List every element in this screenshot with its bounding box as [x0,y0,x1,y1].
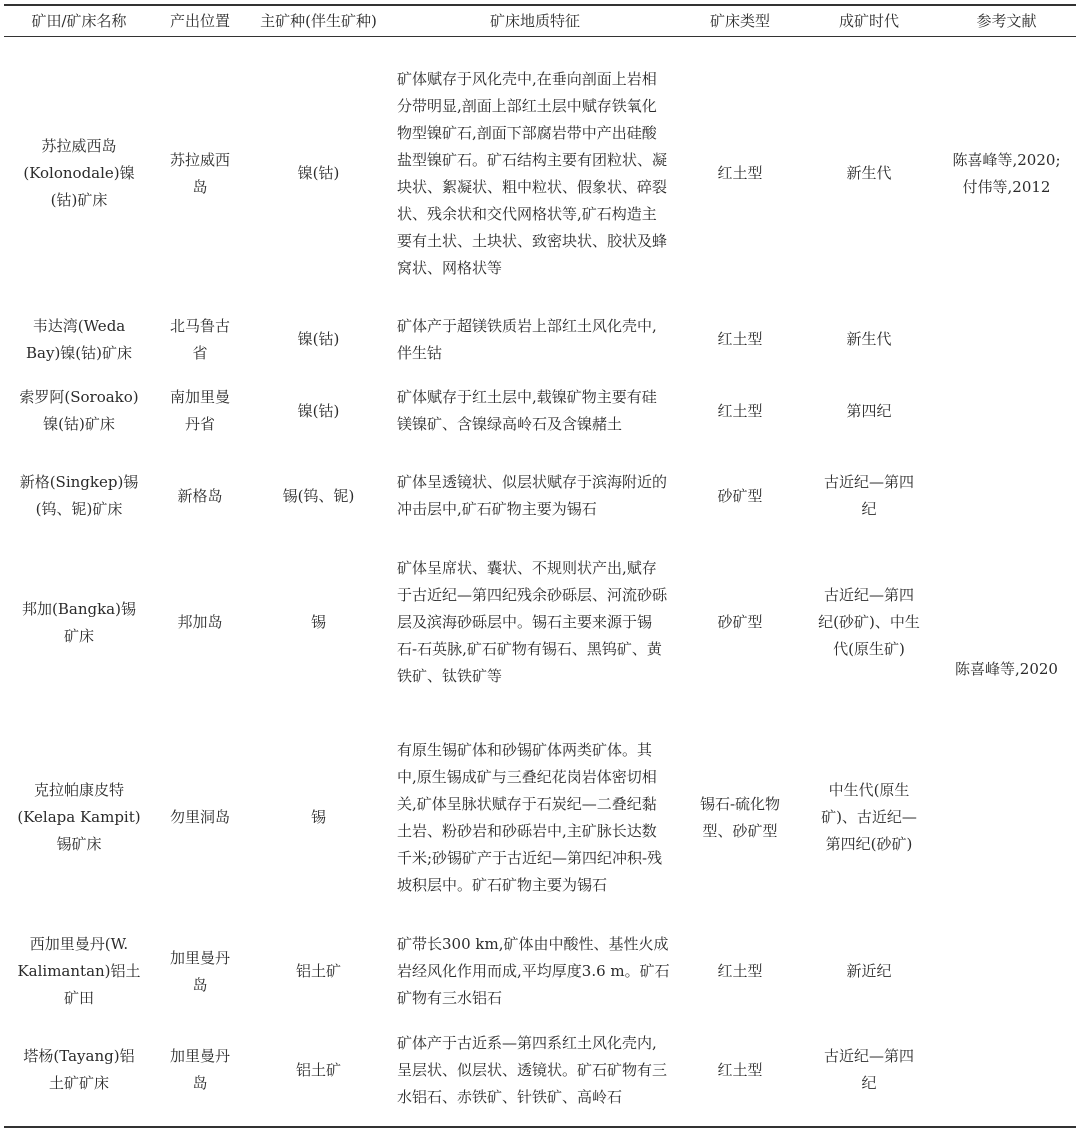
cell-feature: 矿带长300 km,矿体由中酸性、基性火成岩经风化作用而成,平均厚度3.6 m。矿石矿物有三水铝石 [397,935,670,1007]
cell-name: 韦达湾(Weda Bay)镍(钴)矿床 [26,316,132,362]
cell-era: 新生代 [846,330,892,348]
cell-location: 新格岛 [177,486,223,505]
cell-era: 新近纪 [846,962,892,980]
cell-feature: 矿体赋存于风化壳中,在垂向剖面上岩相分带明显,剖面上部红土层中赋存铁氧化物型镍矿石,剖面下部腐岩带中产出硅酸盐型镍矿石。矿石结构主要有团粒状、凝块状、絮凝状、粗中粒状、假象状、碎裂状、残余状和交代网格状等,矿石构造主要有土状、土块状、致密块状、胶状及蜂窝状、网格状等 [397,69,668,277]
cell-type: 红土型 [679,1015,801,1127]
cell-feature: 矿体呈透镜状、似层状赋存于滨海附近的冲击层中,矿石矿物主要为锡石 [397,473,668,518]
table-row [4,539,1076,707]
cell-name: 索罗阿(Soroako) 镍(钴)矿床 [19,388,139,433]
cell-reference [937,1015,1076,1127]
cell-name: 塔杨(Tayang)铝 土矿矿床 [4,1015,154,1127]
cell-type: 红土型 [717,330,763,348]
header-feature: 矿床地质特征 [391,5,679,37]
cell-name: 邦加(Bangka)锡 矿床 [22,599,136,645]
cell-reference: 陈喜峰等,2020 [955,660,1058,678]
cell-location: 加里曼丹 岛 [169,948,230,994]
cell-feature: 矿体产于古近系—第四系红土风化壳内,呈层状、似层状、透镜状。矿石矿物有三水铝石、赤铁矿、针铁矿、高岭石 [391,1015,679,1127]
cell-type: 砂矿型 [717,613,763,631]
ore-deposit-table [4,4,1076,1128]
cell-mineral: 锡(钨、铌) [282,486,355,505]
cell-reference [937,454,1076,539]
header-row [4,5,1076,37]
table-row [4,369,1076,454]
cell-feature: 矿体产于超镁铁质岩上部红土风化壳中,伴生钴 [397,316,657,362]
cell-era: 新生代 [846,164,892,183]
cell-location: 勿里洞岛 [169,808,230,826]
cell-mineral: 锡 [310,613,326,631]
cell-location: 苏拉威西 岛 [169,150,230,196]
cell-type: 红土型 [717,401,763,420]
cell-mineral: 锡 [310,808,326,826]
header-type: 矿床类型 [679,5,801,37]
header-era: 成矿时代 [801,5,937,37]
cell-type: 红土型 [717,962,763,980]
cell-name: 苏拉威西岛 (Kolonodale)镍 (钴)矿床 [23,137,135,210]
cell-era: 古近纪—第四 纪(砂矿)、中生 代(原生矿) [818,586,920,658]
cell-reference [937,311,1076,369]
cell-type: 红土型 [717,164,763,183]
cell-type: 锡石-硫化物 型、砂矿型 [699,794,781,840]
cell-mineral: 铝土矿 [295,962,341,980]
table-row [4,454,1076,539]
cell-feature: 矿体赋存于红土层中,载镍矿物主要有硅镁镍矿、含镍绿高岭石及含镍赭土 [397,388,657,433]
cell-location: 北马鲁古 省 [169,316,230,362]
cell-feature: 有原生锡矿体和砂锡矿体两类矿体。其中,原生锡成矿与三叠纪花岗岩体密切相关,矿体呈脉状赋存于石炭纪—二叠纪黏土岩、粉砂岩和砂砾岩中,主矿脉长达数千米;砂锡矿产于古近纪—第四纪冲积-残坡积层中。矿石矿物主要为锡石 [397,740,663,894]
table-row [4,311,1076,369]
cell-reference [937,369,1076,454]
cell-location: 加里曼丹 岛 [154,1015,246,1127]
cell-reference: 陈喜峰等,2020; 付伟等,2012 [952,150,1061,196]
cell-era: 古近纪—第四 纪 [823,473,914,518]
cell-name: 新格(Singkep)锡 (钨、铌)矿床 [19,473,139,518]
cell-mineral: 镍(钴) [297,401,340,420]
cell-location: 南加里曼 丹省 [169,388,230,433]
cell-feature: 矿体呈席状、囊状、不规则状产出,赋存于古近纪—第四纪残余砂砾层、河流砂砾层及滨海砂砾层中。锡石主要来源于锡石-石英脉,矿石矿物有锡石、黑钨矿、黄铁矿、钛铁矿等 [397,559,668,685]
table-row [4,37,1076,311]
table-row [4,707,1076,929]
cell-mineral: 镍(钴) [297,164,340,183]
cell-name: 克拉帕康皮特 (Kelapa Kampit) 锡矿床 [17,781,141,853]
cell-reference [937,707,1076,929]
cell-mineral: 铝土矿 [246,1015,391,1127]
cell-location: 邦加岛 [177,613,223,631]
cell-reference [937,929,1076,1015]
cell-type: 砂矿型 [717,486,763,505]
header-name: 矿田/矿床名称 [4,5,154,37]
cell-era: 第四纪 [846,401,892,420]
cell-mineral: 镍(钴) [297,330,340,348]
header-reference: 参考文献 [937,5,1076,37]
header-location: 产出位置 [154,5,246,37]
cell-era: 古近纪—第四 纪 [801,1015,937,1127]
table-row [4,1015,1076,1127]
cell-era: 中生代(原生 矿)、古近纪— 第四纪(砂矿) [821,781,917,853]
cell-name: 西加里曼丹(W. Kalimantan)铝土 矿田 [17,935,141,1007]
header-mineral: 主矿种(伴生矿种) [246,5,391,37]
table-row [4,929,1076,1015]
